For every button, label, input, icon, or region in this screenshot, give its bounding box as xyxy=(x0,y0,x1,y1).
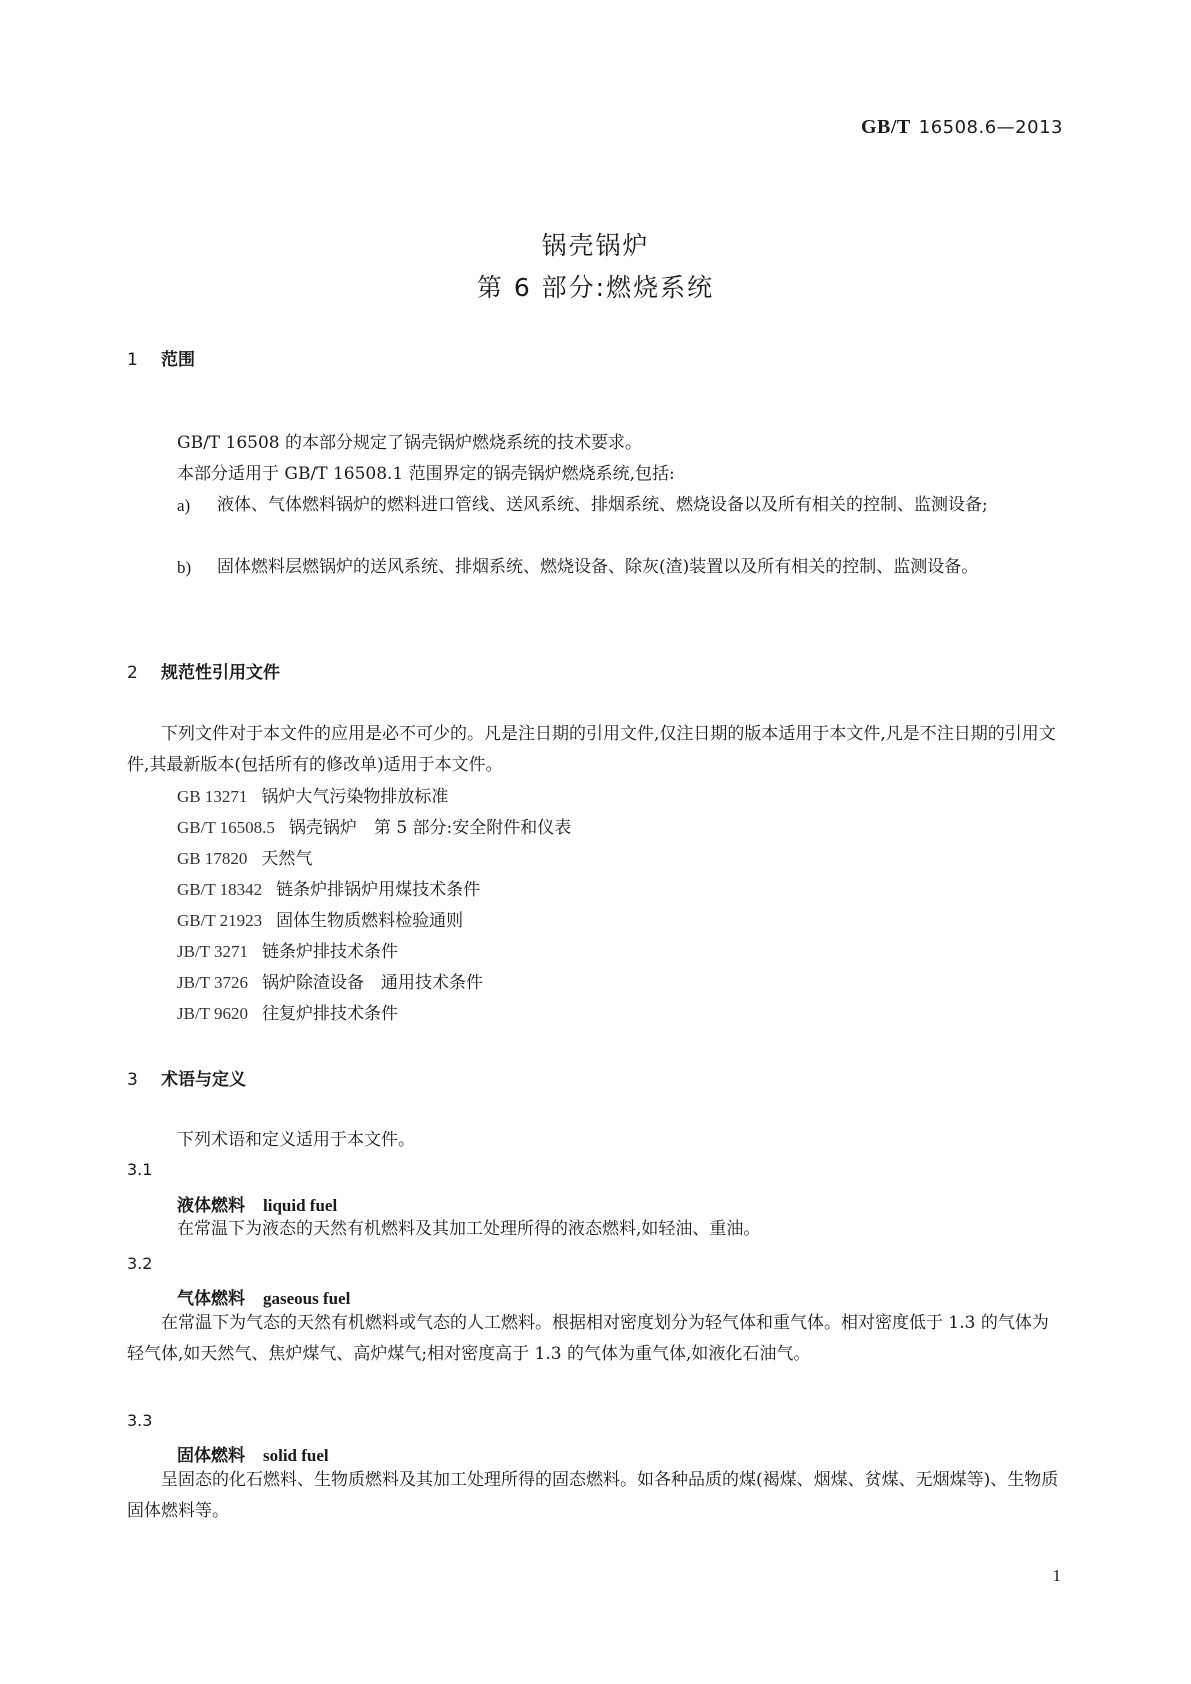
section-title: 规范性引用文件 xyxy=(161,663,280,683)
standard-number-header xyxy=(861,116,1063,139)
term-definition: 在常温下为液态的天然有机燃料及其加工处理所得的液态燃料,如轻油、重油。 xyxy=(177,1219,761,1239)
reference-title: 锅炉大气污染物排放标准 xyxy=(261,787,449,807)
standard-prefix: GB/T xyxy=(860,116,911,138)
scope-list-item-b xyxy=(177,552,1097,583)
term-definition: 在常温下为气态的天然有机燃料或气态的人工燃料。根据相对密度划分为轻气体和重气体。相对密度低于 1.3 的气体为轻气体,如天然气、焦炉煤气、高炉煤气;相对密度高于 1.3 的气体为重气体,如液化石油气。 xyxy=(127,1313,1049,1364)
section-heading-1 xyxy=(127,345,195,370)
term-zh: 固体燃料 xyxy=(177,1446,245,1466)
reference-item xyxy=(177,812,571,844)
term-en: solid fuel xyxy=(263,1446,329,1465)
reference-title: 往复炉排技术条件 xyxy=(262,1004,399,1024)
reference-title: 链条炉排锅炉用煤技术条件 xyxy=(276,880,481,900)
term-name xyxy=(177,1191,337,1216)
reference-item xyxy=(177,998,398,1030)
reference-code: JB/T 9620 xyxy=(177,1004,249,1023)
section-heading-2 xyxy=(127,658,280,683)
reference-code: JB/T 3726 xyxy=(177,973,249,992)
list-marker: b) xyxy=(177,558,192,577)
reference-code: JB/T 3271 xyxy=(177,942,249,961)
term-zh: 液体燃料 xyxy=(177,1196,245,1216)
document-title-line1: 锅壳锅炉 xyxy=(541,231,650,260)
document-title-line2: 第 6 部分:燃烧系统 xyxy=(476,273,715,302)
term-id: 3.3 xyxy=(127,1411,153,1430)
reference-item xyxy=(177,936,398,968)
terms-intro: 下列术语和定义适用于本文件。 xyxy=(177,1130,415,1150)
section-number: 1 xyxy=(127,350,138,370)
reference-title: 固体生物质燃料检验通则 xyxy=(276,911,464,931)
term-id: 3.1 xyxy=(127,1160,153,1179)
reference-code: GB/T 21923 xyxy=(177,911,263,930)
references-intro: 下列文件对于本文件的应用是必不可少的。凡是注日期的引用文件,仅注日期的版本适用于本文件,凡是不注日期的引用文件,其最新版本(包括所有的修改单)适用于本文件。 xyxy=(127,724,1056,775)
list-marker: a) xyxy=(177,496,191,515)
term-definition: 呈固态的化石燃料、生物质燃料及其加工处理所得的固态燃料。如各种品质的煤(褐煤、烟煤、贫煤、无烟煤等)、生物质固体燃料等。 xyxy=(127,1470,1059,1521)
term-id: 3.2 xyxy=(127,1254,153,1273)
reference-code: GB 17820 xyxy=(177,849,248,868)
scope-list-item-a xyxy=(177,490,1097,521)
reference-code: GB/T 16508.5 xyxy=(177,818,275,837)
section-number: 3 xyxy=(127,1070,138,1090)
reference-item xyxy=(177,874,480,906)
section-title: 范围 xyxy=(161,350,195,370)
term-name xyxy=(177,1284,350,1309)
reference-code: GB/T 18342 xyxy=(177,880,263,899)
section-title: 术语与定义 xyxy=(161,1070,246,1090)
reference-item xyxy=(177,905,463,937)
reference-title: 锅壳锅炉 第 5 部分:安全附件和仪表 xyxy=(288,818,572,838)
page-number: 1 xyxy=(1052,1566,1061,1585)
reference-item xyxy=(177,781,448,813)
list-text: 固体燃料层燃锅炉的送风系统、排烟系统、燃烧设备、除灰(渣)装置以及所有相关的控制、监测设备。 xyxy=(217,557,979,577)
term-en: gaseous fuel xyxy=(263,1289,351,1308)
standard-number: 16508.6—2013 xyxy=(918,117,1063,138)
scope-paragraph-1: GB/T 16508 的本部分规定了锅壳锅炉燃烧系统的技术要求。 xyxy=(177,433,643,453)
term-en: liquid fuel xyxy=(263,1196,338,1215)
scope-paragraph-2: 本部分适用于 GB/T 16508.1 范围界定的锅壳锅炉燃烧系统,包括: xyxy=(177,464,675,484)
reference-code: GB 13271 xyxy=(177,787,248,806)
reference-title: 链条炉排技术条件 xyxy=(262,942,399,962)
section-number: 2 xyxy=(127,663,138,683)
list-text: 液体、气体燃料锅炉的燃料进口管线、送风系统、排烟系统、燃烧设备以及所有相关的控制、监测设备; xyxy=(217,495,988,515)
section-heading-3 xyxy=(127,1065,246,1090)
reference-item xyxy=(177,967,483,999)
reference-title: 天然气 xyxy=(261,849,313,869)
reference-title: 锅炉除渣设备 通用技术条件 xyxy=(262,973,484,993)
term-name xyxy=(177,1441,329,1466)
term-zh: 气体燃料 xyxy=(177,1289,245,1309)
reference-item xyxy=(177,843,312,875)
